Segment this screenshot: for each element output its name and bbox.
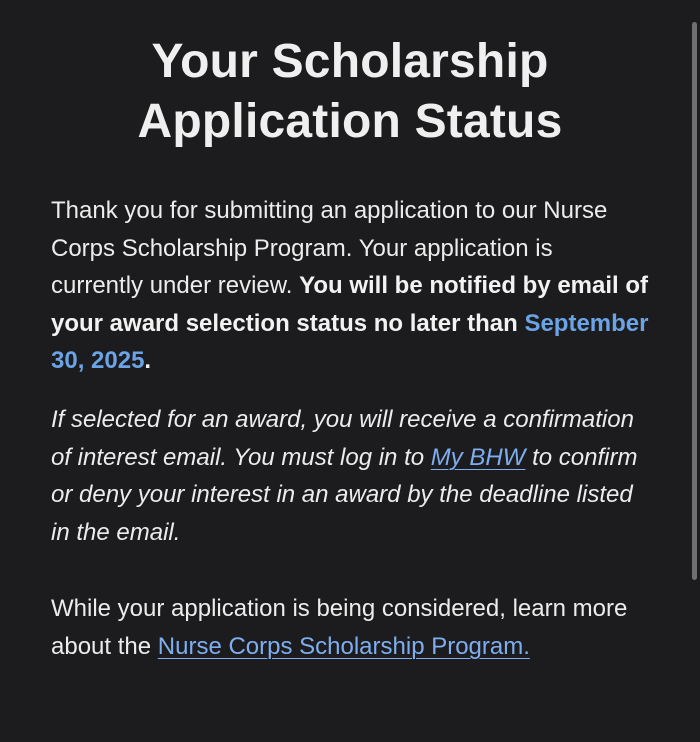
scrollbar-thumb[interactable] — [692, 22, 697, 580]
award-instructions-text-end: to confirm or deny your interest in an award by the deadline listed in the email. — [51, 443, 638, 546]
page-title: Your Scholarship Application Status — [137, 35, 563, 148]
award-instructions-paragraph — [51, 401, 651, 551]
status-intro-text: Thank you for submitting an application to our Nurse Corps Scholarship Program. Your application is currently under review. — [51, 197, 608, 299]
my-bhw-link[interactable]: My BHW — [430, 443, 526, 471]
nurse-corps-program-link[interactable]: Nurse Corps Scholarship Program. — [157, 632, 530, 660]
status-paragraph — [51, 192, 651, 380]
notification-deadline-date: September 30, 2025 — [51, 309, 649, 374]
learn-more-text: While your application is being considered, learn more about the — [51, 595, 628, 660]
award-instructions-text-start: If selected for an award, you will receive a confirmation of interest email. You must log in to — [51, 406, 634, 471]
notification-notice-text: You will be notified by email of your award selection status no later than — [51, 272, 649, 337]
learn-more-paragraph — [51, 590, 651, 665]
notification-period: . — [144, 347, 152, 374]
